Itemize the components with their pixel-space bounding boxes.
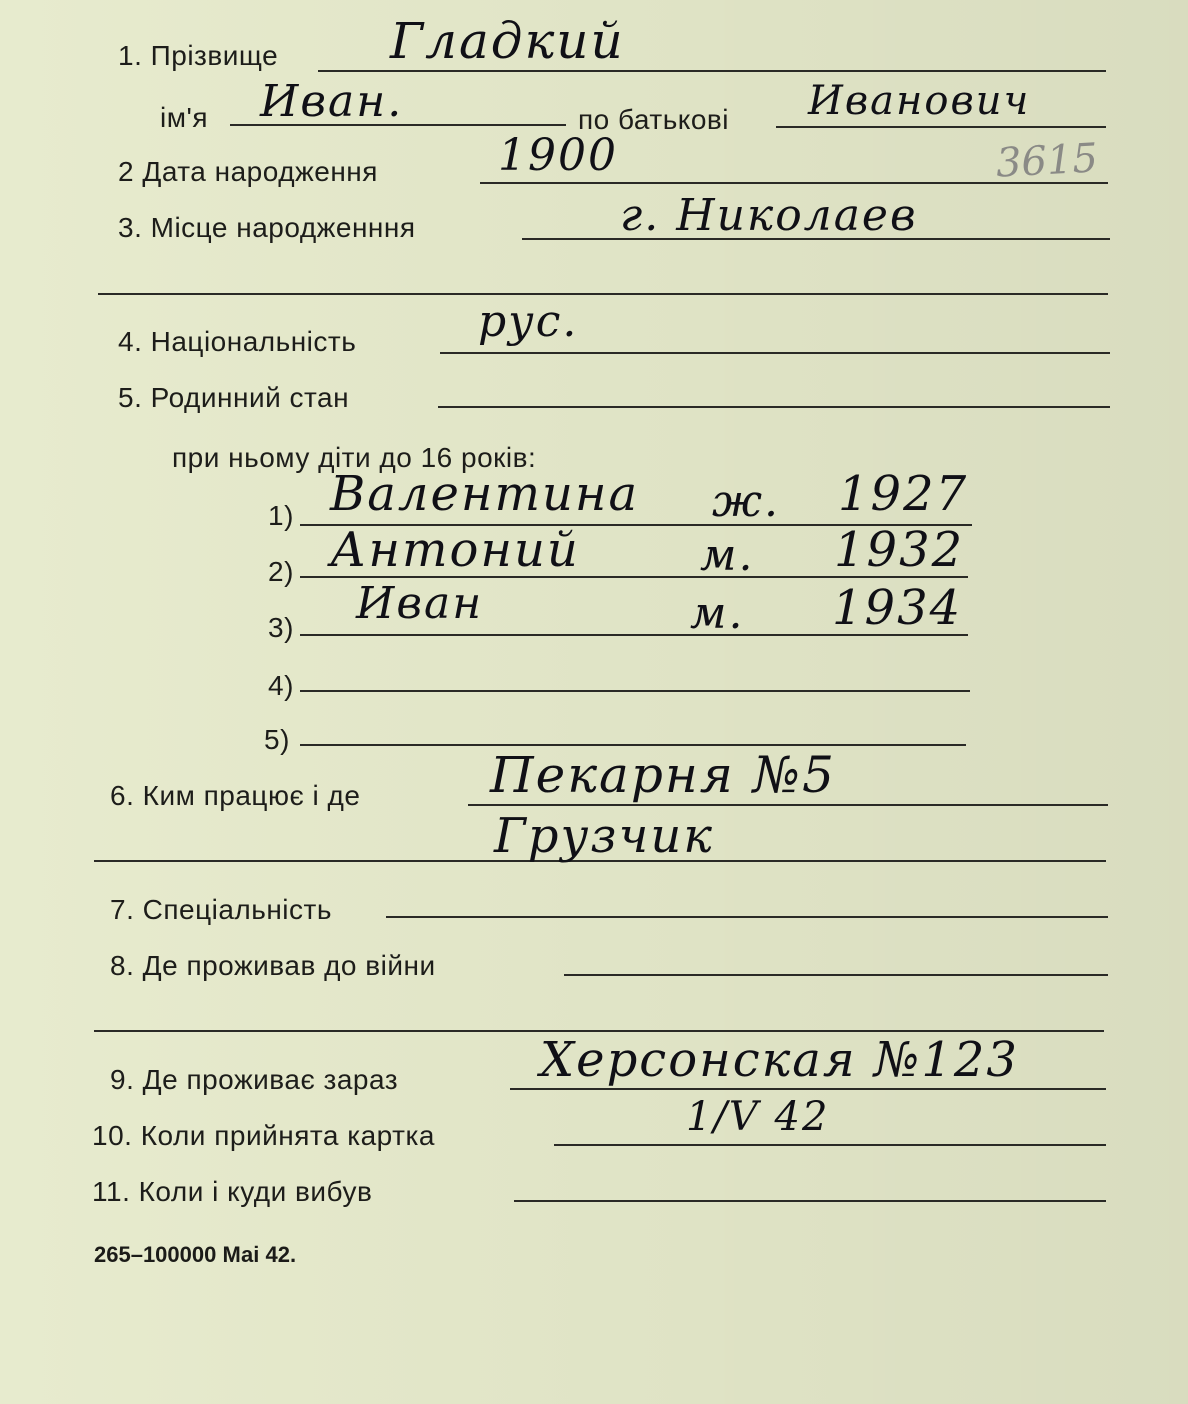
specialty-label: 7. Спеціальність [110,894,332,925]
child-3-sex: м. [690,588,745,639]
job-value: Грузчик [494,808,714,864]
departure-label: 11. Коли і куди вибув [92,1176,373,1207]
workplace-line [468,804,1108,806]
workplace-value: Пекарня №5 [490,746,836,804]
child-3-number: 3) [268,612,294,643]
patronymic-value: Иванович [808,78,1031,124]
nationality-value: рус. [478,296,579,347]
prewar-residence-line [564,974,1108,976]
patronymic-label: по батькові [578,104,730,135]
child-4-line [300,690,970,692]
child-1-year: 1927 [838,466,969,522]
child-4-number: 4) [268,670,294,701]
marital-status-line [438,406,1110,408]
surname-line [318,70,1106,72]
child-3-year: 1934 [832,580,963,636]
card-date-line [554,1144,1106,1146]
prewar-residence-label: 8. Де проживав до війни [110,950,436,981]
current-residence-value: Херсонская №123 [540,1032,1019,1088]
specialty-line [386,916,1108,918]
child-2-name: Антоний [330,522,580,578]
surname-label: 1. Прізвище [118,40,279,71]
child-2-year: 1932 [834,522,965,578]
workplace-label: 6. Ким працює і де [110,780,361,811]
birthplace-line-2 [98,293,1108,295]
departure-line [514,1200,1106,1202]
name-value: Иван. [260,76,404,127]
current-residence-label: 9. Де проживає зараз [110,1064,399,1095]
child-1-sex: ж. [712,476,781,527]
print-run-footer: 265–100000 Маі 42. [94,1242,297,1267]
child-1-number: 1) [268,500,294,531]
current-residence-line [510,1088,1106,1090]
birth-date-value: 1900 [498,130,618,181]
children-label: при ньому діти до 16 років: [172,442,537,473]
marital-status-label: 5. Родинний стан [118,382,350,413]
surname-value: Гладкий [390,12,625,70]
child-1-name: Валентина [330,466,640,522]
birthplace-value: г. Николаев [620,190,918,241]
child-3-name: Иван [356,578,484,629]
child-2-sex: м. [700,530,755,581]
card-date-value: 1/V 42 [686,1094,830,1140]
nationality-label: 4. Національність [118,326,357,357]
archive-number: 3615 [994,135,1099,187]
child-2-number: 2) [268,556,294,587]
birthplace-label: 3. Місце народженння [118,212,416,243]
name-label: ім'я [160,102,208,133]
birth-date-label: 2 Дата народження [118,156,378,187]
child-5-number: 5) [264,724,290,755]
patronymic-line [776,126,1106,128]
nationality-line [440,352,1110,354]
card-date-label: 10. Коли прийнята картка [92,1120,435,1151]
